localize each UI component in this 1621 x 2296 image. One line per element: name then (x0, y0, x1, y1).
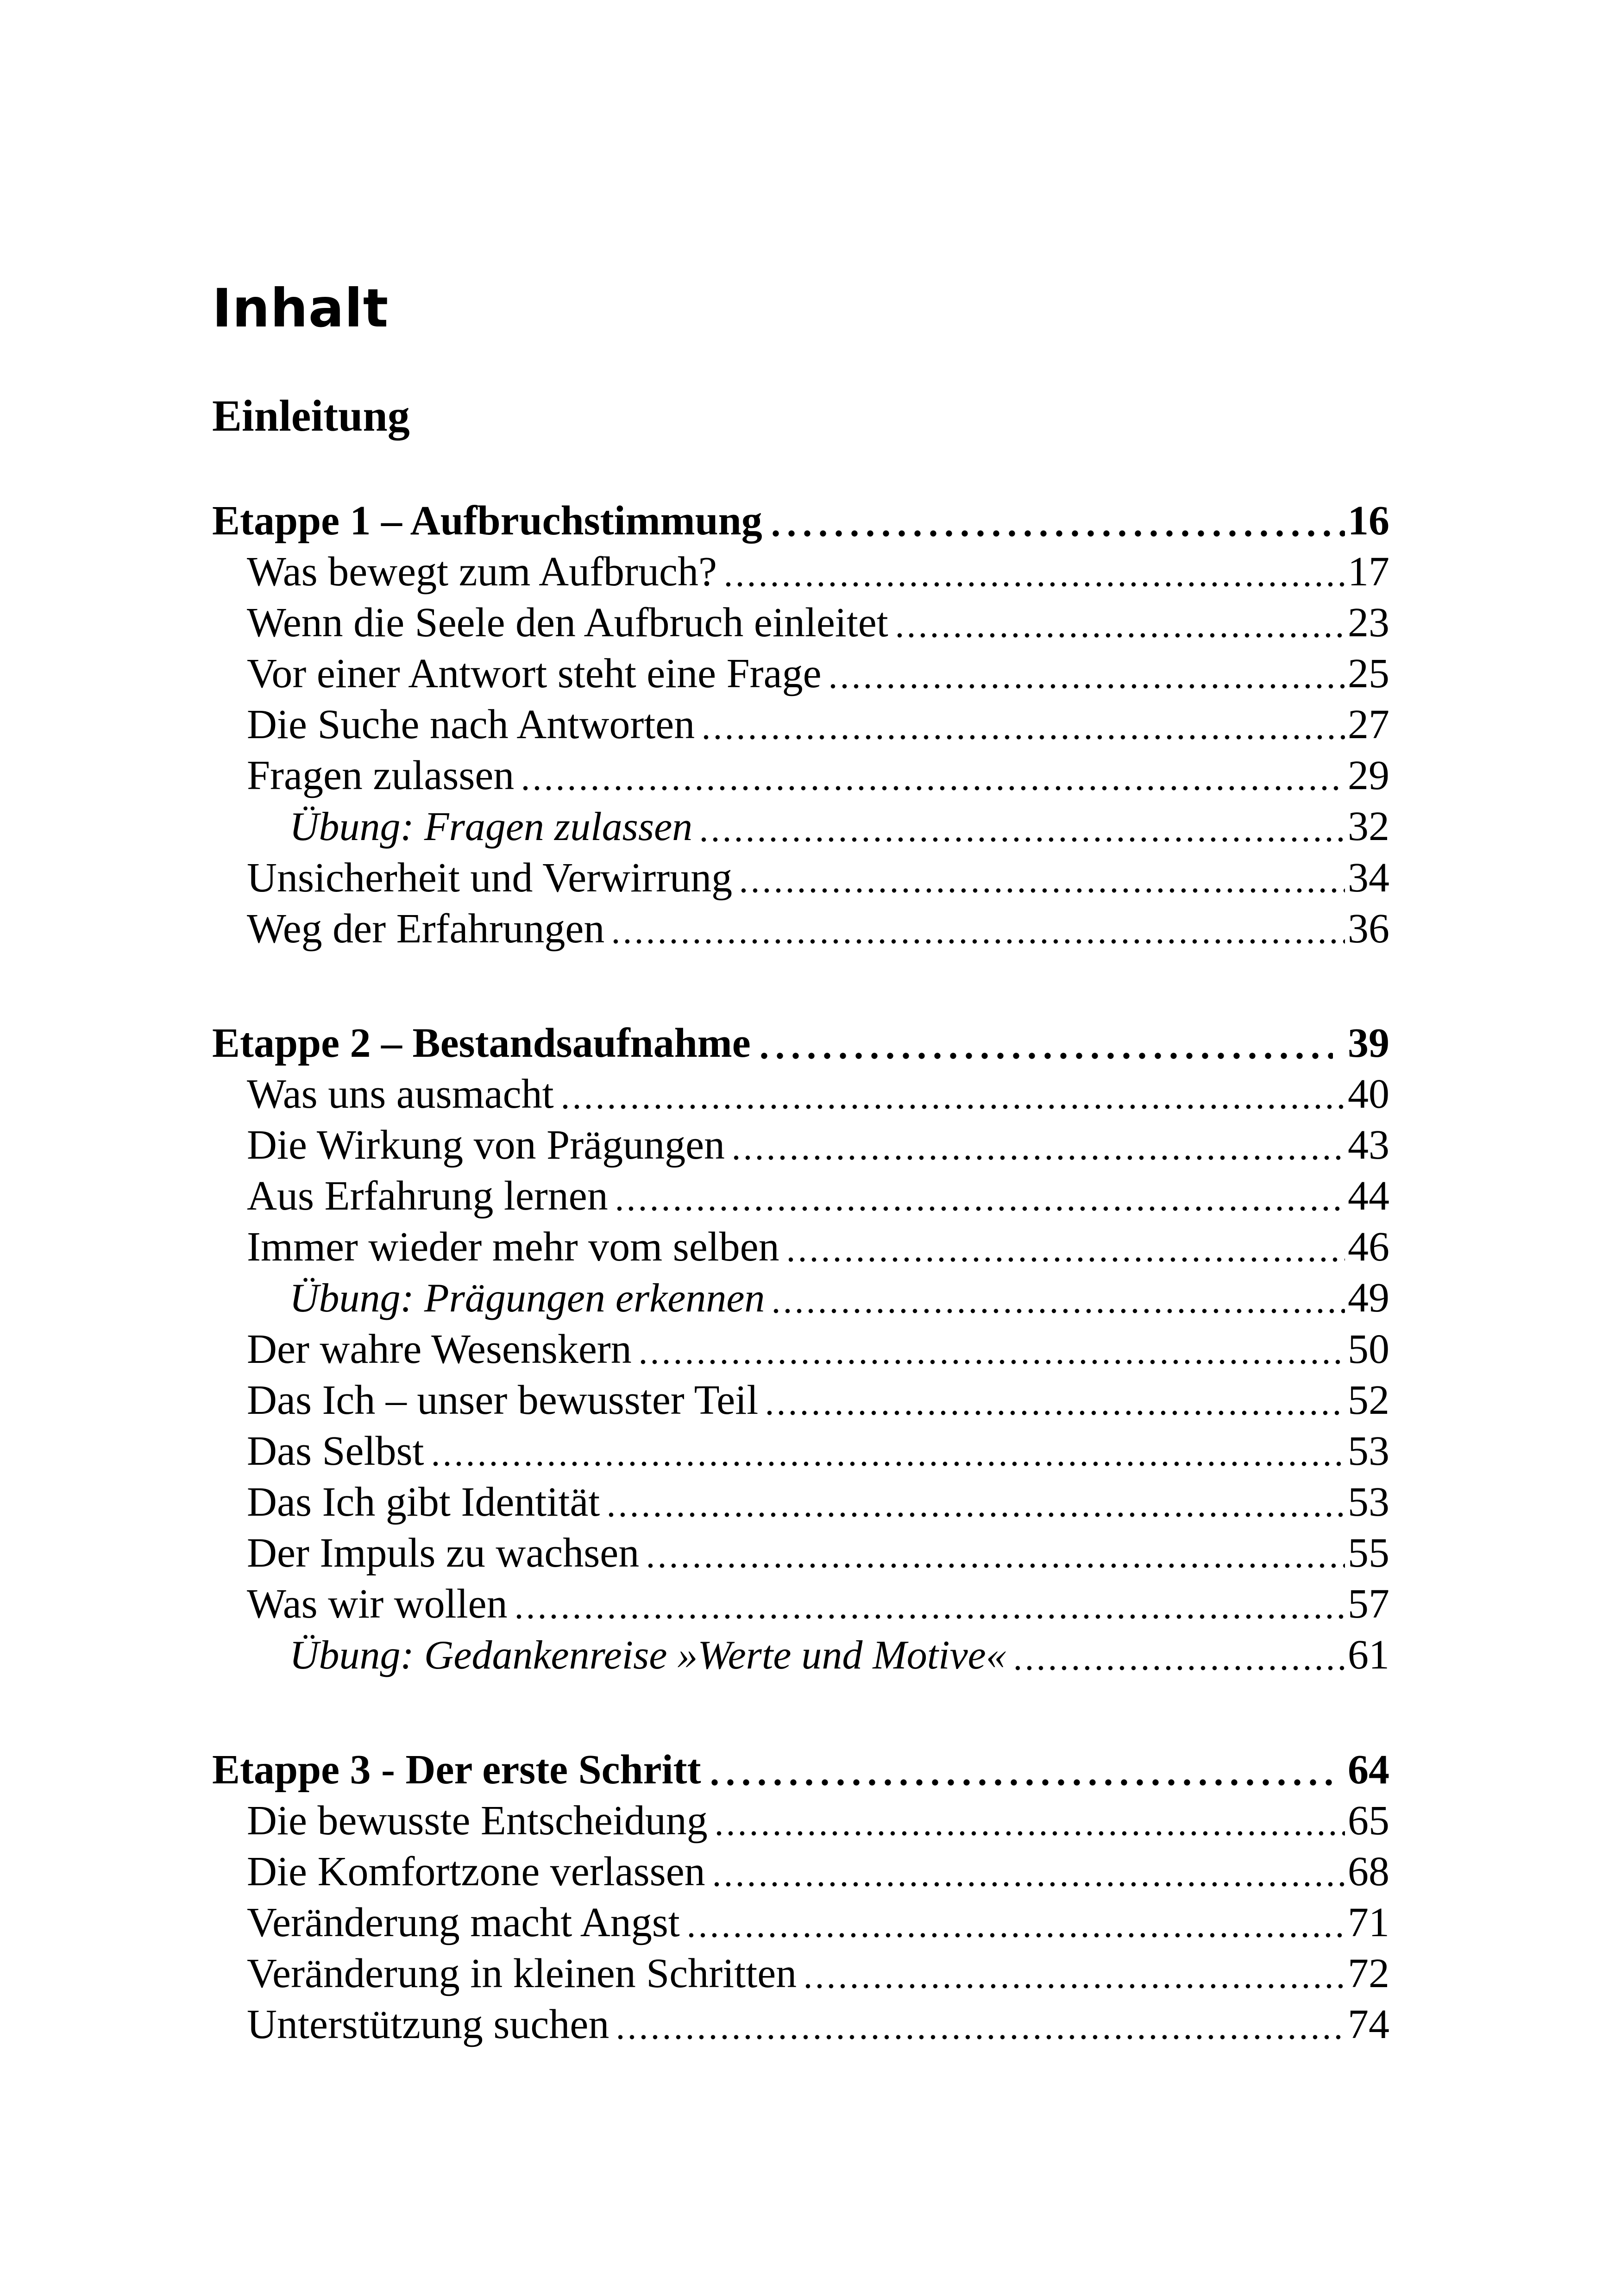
entry-page-number: 17 (1348, 549, 1389, 595)
section-heading-label: Etappe 1 – Aufbruchstimmung (212, 498, 762, 544)
entry-page-number: 49 (1348, 1275, 1389, 1321)
toc-entry-row (212, 1948, 1389, 1999)
entry-label: Was uns ausmacht (247, 1071, 554, 1117)
entry-page-number: 52 (1348, 1377, 1389, 1423)
toc-section-heading-row (212, 1018, 1389, 1069)
toc-entry-row (212, 1477, 1389, 1528)
toc-entry-row (212, 1069, 1389, 1120)
toc-section (212, 496, 1389, 954)
toc-entry-row (212, 1222, 1389, 1273)
entry-page-number: 57 (1348, 1581, 1389, 1627)
entry-label: Die Suche nach Antworten (247, 702, 695, 747)
entry-label: Was bewegt zum Aufbruch? (247, 549, 717, 595)
entry-page-number: 53 (1348, 1428, 1389, 1474)
entry-label: Unterstützung suchen (247, 2001, 609, 2047)
dot-leader (754, 1018, 1333, 1069)
toc-entry-row (212, 750, 1389, 801)
entry-label: Die Wirkung von Prägungen (247, 1122, 725, 1168)
entry-label: Unsicherheit und Verwirrung (247, 855, 733, 901)
entry-label: Wenn die Seele den Aufbruch einleitet (247, 600, 888, 646)
entry-label: Fragen zulassen (247, 753, 515, 798)
toc-entry-row (212, 546, 1389, 597)
toc-section-heading-row (212, 496, 1389, 546)
entry-page-number: 40 (1348, 1071, 1389, 1117)
entry-label: Das Selbst (247, 1428, 424, 1474)
dot-leader (892, 597, 1345, 648)
dot-leader (643, 1528, 1345, 1579)
toc-entry-row (212, 648, 1389, 699)
dot-leader (1010, 1630, 1345, 1681)
toc-entry-row (212, 1324, 1389, 1375)
entry-label: Übung: Gedankenreise »Werte und Motive« (289, 1633, 1006, 1678)
entry-page-number: 43 (1348, 1122, 1389, 1168)
dot-leader (558, 1069, 1345, 1120)
toc-sections (212, 496, 1389, 2050)
entry-page-number: 44 (1348, 1173, 1389, 1219)
dot-leader (736, 853, 1345, 903)
toc-entry-row (212, 1528, 1389, 1579)
section-heading-label: Etappe 3 - Der erste Schritt (212, 1747, 701, 1793)
toc-entry-row (212, 597, 1389, 648)
dot-leader (709, 1846, 1345, 1897)
dot-leader (603, 1477, 1345, 1528)
entry-label: Veränderung macht Angst (247, 1900, 680, 1945)
toc-entry-row (212, 903, 1389, 954)
entry-page-number: 50 (1348, 1326, 1389, 1372)
toc-entry-row (212, 1846, 1389, 1897)
toc-entry-row (212, 801, 1389, 853)
section-page-number: 39 (1348, 1020, 1389, 1066)
entry-page-number: 25 (1348, 651, 1389, 696)
entry-label: Die Komfortzone verlassen (247, 1849, 705, 1895)
toc-entry-row (212, 1795, 1389, 1846)
entry-label: Das Ich – unser bewusster Teil (247, 1377, 759, 1423)
entry-page-number: 36 (1348, 906, 1389, 952)
entry-label: Übung: Prägungen erkennen (289, 1276, 765, 1321)
entry-page-number: 32 (1348, 803, 1389, 849)
entry-page-number: 53 (1348, 1479, 1389, 1525)
dot-leader (766, 496, 1345, 546)
toc-entry-row (212, 1120, 1389, 1171)
toc-section-heading-row (212, 1744, 1389, 1795)
dot-leader (696, 801, 1345, 853)
dot-leader (768, 1273, 1345, 1324)
dot-leader (729, 1120, 1345, 1171)
toc-section (212, 1018, 1389, 1681)
section-page-number: 64 (1348, 1747, 1389, 1793)
dot-leader (613, 1999, 1345, 2050)
dot-leader (518, 750, 1345, 801)
entry-page-number: 61 (1348, 1632, 1389, 1678)
entry-page-number: 46 (1348, 1224, 1389, 1270)
entry-page-number: 27 (1348, 702, 1389, 747)
dot-leader (800, 1948, 1345, 1999)
dot-leader (698, 699, 1345, 750)
entry-page-number: 34 (1348, 855, 1389, 901)
dot-leader (762, 1375, 1345, 1426)
toc-entry-row (212, 1897, 1389, 1948)
toc-entry-row (212, 853, 1389, 903)
entry-page-number: 55 (1348, 1530, 1389, 1576)
entry-label: Weg der Erfahrungen (247, 906, 605, 952)
entry-page-number: 74 (1348, 2001, 1389, 2047)
toc-entry-row (212, 1171, 1389, 1222)
toc-entry-row (212, 1273, 1389, 1324)
entry-label: Der Impuls zu wachsen (247, 1530, 640, 1576)
toc-section (212, 1744, 1389, 2050)
entry-page-number: 29 (1348, 753, 1389, 798)
entry-label: Aus Erfahrung lernen (247, 1173, 608, 1219)
dot-leader (783, 1222, 1345, 1273)
toc-entry-row (212, 1375, 1389, 1426)
entry-label: Die bewusste Entscheidung (247, 1798, 708, 1844)
dot-leader (684, 1897, 1345, 1948)
entry-label: Vor einer Antwort steht eine Frage (247, 651, 822, 696)
entry-page-number: 65 (1348, 1798, 1389, 1844)
section-heading-label: Etappe 2 – Bestandsaufnahme (212, 1020, 751, 1066)
section-page-number: 16 (1348, 498, 1389, 544)
dot-leader (612, 1171, 1345, 1222)
dot-leader (711, 1795, 1345, 1846)
entry-label: Das Ich gibt Identität (247, 1479, 600, 1525)
toc-entry-row (212, 699, 1389, 750)
entry-page-number: 71 (1348, 1900, 1389, 1945)
dot-leader (511, 1579, 1345, 1630)
toc-entry-row (212, 1579, 1389, 1630)
toc-entry-row (212, 1999, 1389, 2050)
entry-label: Der wahre Wesenskern (247, 1326, 632, 1372)
dot-leader (825, 648, 1345, 699)
intro-heading: Einleitung (212, 391, 410, 440)
entry-page-number: 72 (1348, 1951, 1389, 1996)
entry-label: Was wir wollen (247, 1581, 508, 1627)
entry-label: Übung: Fragen zulassen (289, 804, 693, 849)
dot-leader (705, 1744, 1333, 1795)
entry-label: Immer wieder mehr vom selben (247, 1224, 779, 1270)
toc-entry-row (212, 1630, 1389, 1681)
entry-page-number: 23 (1348, 600, 1389, 646)
dot-leader (608, 903, 1345, 954)
dot-leader (721, 546, 1345, 597)
dot-leader (635, 1324, 1345, 1375)
page-title: Inhalt (212, 277, 389, 339)
toc-entry-row (212, 1426, 1389, 1477)
entry-page-number: 68 (1348, 1849, 1389, 1895)
entry-label: Veränderung in kleinen Schritten (247, 1951, 797, 1996)
dot-leader (428, 1426, 1345, 1477)
